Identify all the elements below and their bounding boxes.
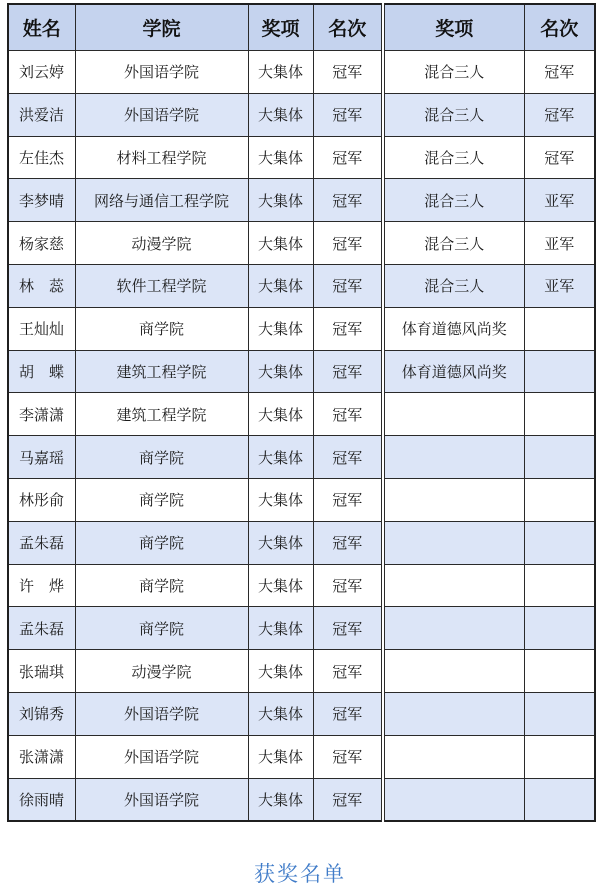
header-name: 姓名 [8, 4, 75, 51]
rank-2-cell: 亚军 [524, 179, 595, 222]
award-cell: 大集体 [248, 51, 313, 94]
name-cell: 杨家慈 [8, 222, 75, 265]
rank-cell: 冠军 [313, 436, 383, 479]
rank-2-cell [524, 307, 595, 350]
college-cell: 商学院 [75, 607, 248, 650]
name-cell: 林 蕊 [8, 264, 75, 307]
rank-cell: 冠军 [313, 350, 383, 393]
award-cell: 大集体 [248, 692, 313, 735]
award-2-cell [383, 778, 524, 821]
name-cell: 胡 蝶 [8, 350, 75, 393]
college-cell: 外国语学院 [75, 778, 248, 821]
name-cell: 徐雨晴 [8, 778, 75, 821]
award-cell: 大集体 [248, 307, 313, 350]
award-cell: 大集体 [248, 778, 313, 821]
award-2-cell: 混合三人 [383, 51, 524, 94]
rank-2-cell [524, 735, 595, 778]
rank-cell: 冠军 [313, 692, 383, 735]
award-cell: 大集体 [248, 222, 313, 265]
name-cell: 许 烨 [8, 564, 75, 607]
name-cell: 李梦晴 [8, 179, 75, 222]
table-row [8, 136, 595, 179]
college-cell: 外国语学院 [75, 93, 248, 136]
college-cell: 软件工程学院 [75, 264, 248, 307]
award-cell: 大集体 [248, 264, 313, 307]
name-cell: 孟朱磊 [8, 521, 75, 564]
award-2-cell: 混合三人 [383, 93, 524, 136]
table-caption: 获奖名单 [254, 862, 346, 886]
award-2-cell [383, 393, 524, 436]
college-cell: 外国语学院 [75, 735, 248, 778]
rank-2-cell [524, 650, 595, 693]
table-body [8, 51, 595, 822]
award-2-cell: 混合三人 [383, 179, 524, 222]
award-cell: 大集体 [248, 478, 313, 521]
rank-cell: 冠军 [313, 51, 383, 94]
name-cell: 王灿灿 [8, 307, 75, 350]
rank-cell: 冠军 [313, 521, 383, 564]
table-row [8, 521, 595, 564]
award-cell: 大集体 [248, 93, 313, 136]
table-row [8, 778, 595, 821]
rank-cell: 冠军 [313, 607, 383, 650]
header-award-2: 奖项 [383, 4, 524, 51]
award-cell: 大集体 [248, 521, 313, 564]
table-row [8, 51, 595, 94]
name-cell: 林彤俞 [8, 478, 75, 521]
college-cell: 商学院 [75, 564, 248, 607]
college-cell: 材料工程学院 [75, 136, 248, 179]
college-cell: 外国语学院 [75, 692, 248, 735]
rank-cell: 冠军 [313, 478, 383, 521]
rank-cell: 冠军 [313, 222, 383, 265]
name-cell: 左佳杰 [8, 136, 75, 179]
award-2-cell [383, 650, 524, 693]
table-header-row [8, 4, 595, 51]
table-row [8, 735, 595, 778]
header-award: 奖项 [248, 4, 313, 51]
name-cell: 张潇潇 [8, 735, 75, 778]
rank-cell: 冠军 [313, 136, 383, 179]
college-cell: 商学院 [75, 307, 248, 350]
award-2-cell [383, 735, 524, 778]
college-cell: 动漫学院 [75, 650, 248, 693]
rank-2-cell [524, 692, 595, 735]
award-2-cell: 体育道德风尚奖 [383, 350, 524, 393]
table-row [8, 650, 595, 693]
rank-2-cell [524, 564, 595, 607]
name-cell: 张瑞琪 [8, 650, 75, 693]
award-cell: 大集体 [248, 350, 313, 393]
table-row [8, 564, 595, 607]
award-cell: 大集体 [248, 650, 313, 693]
college-cell: 建筑工程学院 [75, 350, 248, 393]
award-2-cell [383, 521, 524, 564]
college-cell: 商学院 [75, 436, 248, 479]
table-row [8, 93, 595, 136]
header-rank-2: 名次 [524, 4, 595, 51]
table-row [8, 350, 595, 393]
rank-2-cell [524, 607, 595, 650]
name-cell: 李潇潇 [8, 393, 75, 436]
header-college: 学院 [75, 4, 248, 51]
rank-2-cell [524, 350, 595, 393]
rank-2-cell: 冠军 [524, 93, 595, 136]
name-cell: 孟朱磊 [8, 607, 75, 650]
rank-cell: 冠军 [313, 264, 383, 307]
award-2-cell [383, 436, 524, 479]
rank-cell: 冠军 [313, 735, 383, 778]
award-2-cell: 混合三人 [383, 222, 524, 265]
rank-cell: 冠军 [313, 393, 383, 436]
college-cell: 建筑工程学院 [75, 393, 248, 436]
rank-2-cell: 亚军 [524, 222, 595, 265]
award-2-cell [383, 607, 524, 650]
award-cell: 大集体 [248, 393, 313, 436]
name-cell: 刘锦秀 [8, 692, 75, 735]
award-cell: 大集体 [248, 735, 313, 778]
rank-cell: 冠军 [313, 778, 383, 821]
name-cell: 马嘉瑶 [8, 436, 75, 479]
table-row [8, 436, 595, 479]
table-row [8, 307, 595, 350]
table-row [8, 478, 595, 521]
award-cell: 大集体 [248, 436, 313, 479]
rank-2-cell [524, 521, 595, 564]
award-2-cell [383, 692, 524, 735]
award-2-cell [383, 478, 524, 521]
rank-2-cell [524, 478, 595, 521]
rank-2-cell [524, 778, 595, 821]
awards-table [7, 3, 596, 822]
award-2-cell: 体育道德风尚奖 [383, 307, 524, 350]
college-cell: 外国语学院 [75, 51, 248, 94]
award-2-cell: 混合三人 [383, 136, 524, 179]
award-cell: 大集体 [248, 136, 313, 179]
rank-2-cell: 冠军 [524, 51, 595, 94]
award-2-cell: 混合三人 [383, 264, 524, 307]
college-cell: 网络与通信工程学院 [75, 179, 248, 222]
rank-2-cell [524, 393, 595, 436]
award-cell: 大集体 [248, 564, 313, 607]
award-cell: 大集体 [248, 179, 313, 222]
rank-2-cell: 冠军 [524, 136, 595, 179]
rank-2-cell: 亚军 [524, 264, 595, 307]
rank-cell: 冠军 [313, 179, 383, 222]
award-cell: 大集体 [248, 607, 313, 650]
header-rank: 名次 [313, 4, 383, 51]
rank-cell: 冠军 [313, 564, 383, 607]
table-row [8, 264, 595, 307]
rank-cell: 冠军 [313, 307, 383, 350]
college-cell: 商学院 [75, 521, 248, 564]
rank-cell: 冠军 [313, 650, 383, 693]
name-cell: 刘云婷 [8, 51, 75, 94]
table-row [8, 222, 595, 265]
rank-cell: 冠军 [313, 93, 383, 136]
rank-2-cell [524, 436, 595, 479]
table-row [8, 179, 595, 222]
table-row [8, 393, 595, 436]
college-cell: 商学院 [75, 478, 248, 521]
table-row [8, 607, 595, 650]
award-2-cell [383, 564, 524, 607]
table-row [8, 692, 595, 735]
college-cell: 动漫学院 [75, 222, 248, 265]
name-cell: 洪爱洁 [8, 93, 75, 136]
